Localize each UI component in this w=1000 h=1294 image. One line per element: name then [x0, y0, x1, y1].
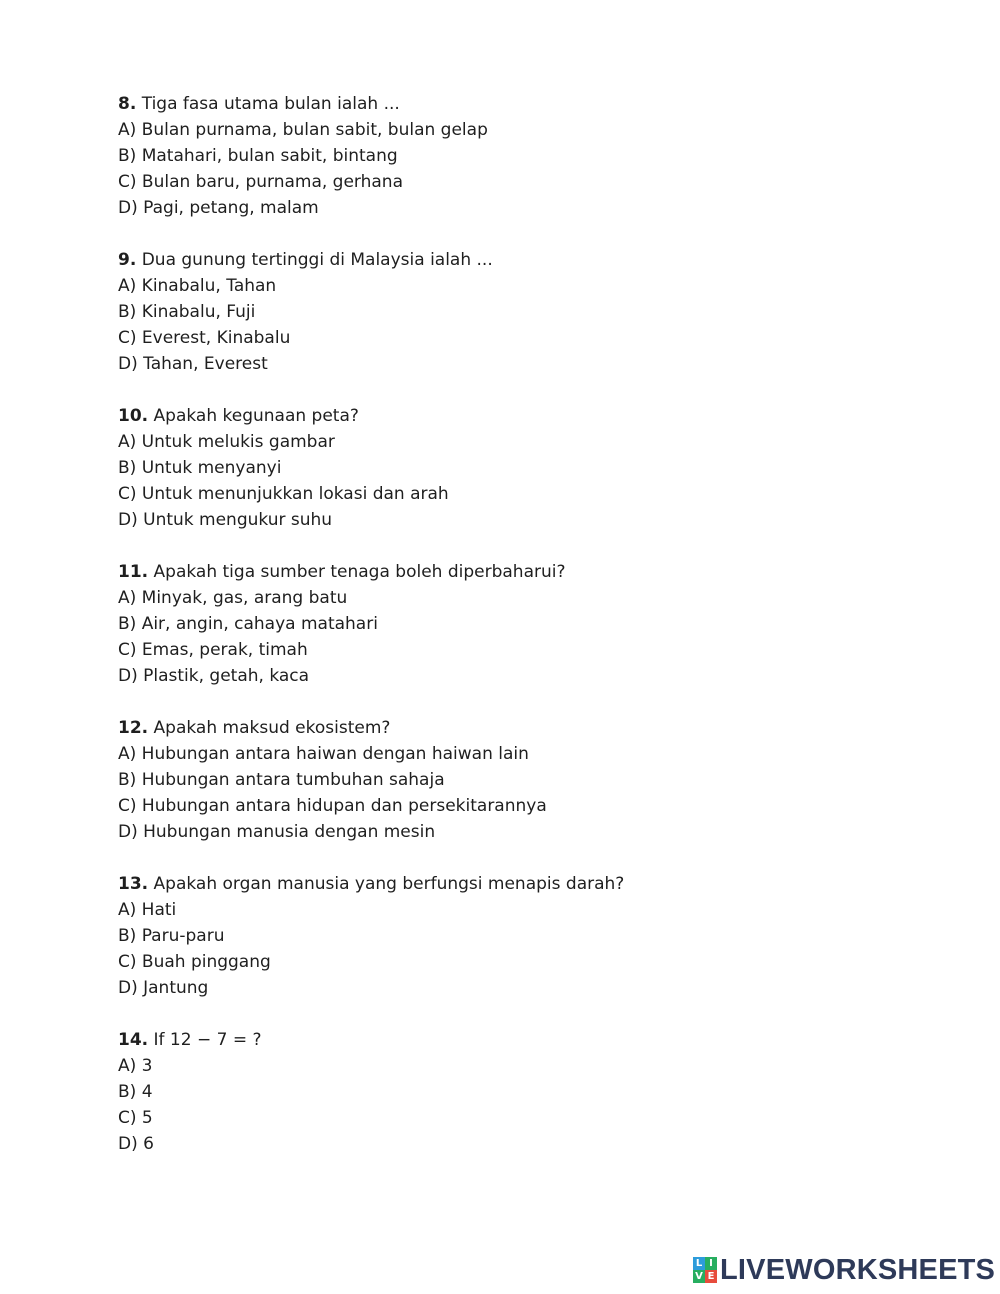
answer-option: C) 5	[118, 1108, 153, 1128]
question-stem	[118, 91, 878, 117]
answer-option: C) Emas, perak, timah	[118, 640, 308, 660]
answer-option: C) Untuk menunjukkan lokasi dan arah	[118, 484, 449, 504]
question-text: If 12 − 7 = ?	[153, 1030, 262, 1050]
answer-option: D) 6	[118, 1134, 154, 1154]
question-text: Tiga fasa utama bulan ialah ...	[141, 94, 400, 114]
answer-option: B) Hubungan antara tumbuhan sahaja	[118, 770, 445, 790]
answer-option: A) Hati	[118, 900, 177, 920]
question-13	[118, 871, 878, 1001]
question-8	[118, 91, 878, 221]
answer-option: B) Matahari, bulan sabit, bintang	[118, 146, 398, 166]
answer-option: A) Kinabalu, Tahan	[118, 276, 277, 296]
question-text: Apakah kegunaan peta?	[153, 406, 359, 426]
question-stem	[118, 871, 878, 897]
answer-option: A) Bulan purnama, bulan sabit, bulan gelap	[118, 120, 488, 140]
question-text: Apakah maksud ekosistem?	[153, 718, 391, 738]
liveworksheets-logo-icon: L I V E	[693, 1257, 717, 1283]
question-stem	[118, 715, 878, 741]
question-stem	[118, 403, 878, 429]
answer-option: A) Minyak, gas, arang batu	[118, 588, 348, 608]
question-text: Dua gunung tertinggi di Malaysia ialah ...	[141, 250, 493, 270]
question-12	[118, 715, 878, 845]
question-stem	[118, 247, 878, 273]
answer-option: D) Pagi, petang, malam	[118, 198, 319, 218]
answer-option: C) Bulan baru, purnama, gerhana	[118, 172, 403, 192]
question-number: 11.	[118, 562, 149, 582]
answer-option: D) Plastik, getah, kaca	[118, 666, 310, 686]
liveworksheets-logo	[693, 1253, 995, 1287]
answer-option: A) Hubungan antara haiwan dengan haiwan lain	[118, 744, 529, 764]
answer-option: B) Kinabalu, Fuji	[118, 302, 256, 322]
question-text: Apakah organ manusia yang berfungsi menapis darah?	[153, 874, 625, 894]
question-text: Apakah tiga sumber tenaga boleh diperbaharui?	[153, 562, 566, 582]
answer-option: C) Hubungan antara hidupan dan persekitarannya	[118, 796, 547, 816]
question-number: 14.	[118, 1030, 149, 1050]
answer-option: B) Paru-paru	[118, 926, 225, 946]
question-stem	[118, 559, 878, 585]
question-14	[118, 1027, 878, 1157]
question-number: 9.	[118, 250, 137, 270]
question-number: 12.	[118, 718, 149, 738]
question-11	[118, 559, 878, 689]
answer-option: A) Untuk melukis gambar	[118, 432, 335, 452]
answer-option: B) 4	[118, 1082, 153, 1102]
answer-option: B) Untuk menyanyi	[118, 458, 282, 478]
answer-option: D) Hubungan manusia dengan mesin	[118, 822, 436, 842]
question-number: 8.	[118, 94, 137, 114]
logo-text: LIVEWORKSHEETS	[720, 1253, 996, 1286]
answer-option: A) 3	[118, 1056, 153, 1076]
answer-option: B) Air, angin, cahaya matahari	[118, 614, 378, 634]
answer-option: D) Jantung	[118, 978, 209, 998]
question-10	[118, 403, 878, 533]
question-9	[118, 247, 878, 377]
answer-option: C) Buah pinggang	[118, 952, 271, 972]
question-stem	[118, 1027, 878, 1053]
question-number: 10.	[118, 406, 149, 426]
question-list	[118, 91, 878, 1183]
answer-option: C) Everest, Kinabalu	[118, 328, 291, 348]
question-number: 13.	[118, 874, 149, 894]
answer-option: D) Untuk mengukur suhu	[118, 510, 333, 530]
answer-option: D) Tahan, Everest	[118, 354, 268, 374]
